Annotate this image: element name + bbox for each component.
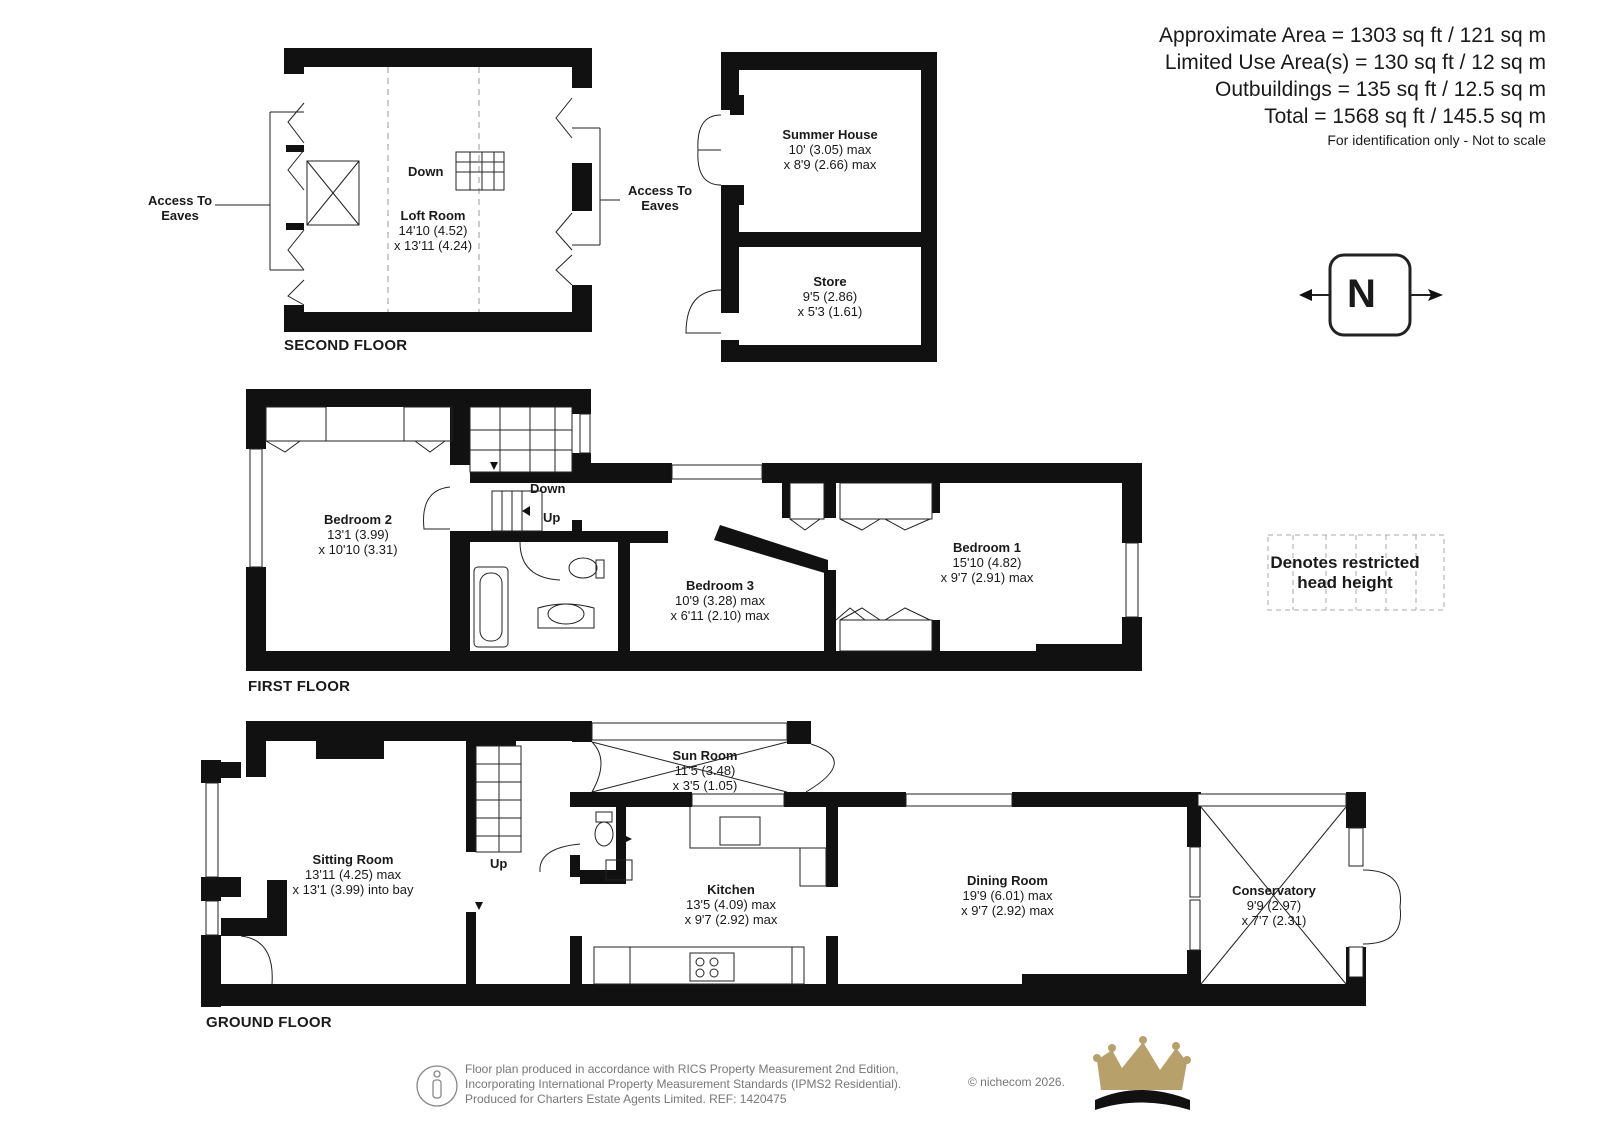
ground-floor-title: GROUND FLOOR: [206, 1014, 332, 1031]
room-bedroom-1: Bedroom 1 15'10 (4.82) x 9'7 (2.91) max: [940, 540, 1034, 585]
footer-disclaimer: [465, 1062, 901, 1107]
limited-use-area: Limited Use Area(s) = 130 sq ft / 12 sq m: [1164, 51, 1546, 74]
footer-line-3: Produced for Charters Estate Agents Limited. REF: 1420475: [465, 1092, 787, 1106]
legend-line-1: Denotes restricted: [1270, 553, 1420, 572]
restricted-height-legend: [1270, 553, 1420, 593]
loft-stairs-down-label: Down: [408, 164, 444, 179]
room-sun-room: Sun Room 11'5 (3.48) x 3'5 (1.05): [672, 748, 738, 793]
outbuildings-area: Outbuildings = 135 sq ft / 12.5 sq m: [1215, 78, 1546, 101]
room-conservatory: Conservatory 9'9 (2.97) x 7'7 (2.31): [1232, 883, 1316, 928]
room-summer-house: Summer House 10' (3.05) max x 8'9 (2.66) max: [782, 127, 878, 172]
second-floor-title: SECOND FLOOR: [284, 337, 408, 354]
access-eaves-right: Access To Eaves: [627, 183, 693, 213]
person-icon: [417, 1066, 457, 1106]
first-stairs-up-label: Up: [543, 510, 561, 525]
ground-stairs-up-label: Up: [490, 856, 508, 871]
compass-arrow-left-icon: [1299, 289, 1312, 301]
area-summary: [1159, 22, 1546, 150]
crown-logo-icon: [1093, 1036, 1191, 1110]
footer-line-2: Incorporating International Property Measurement Standards (IPMS2 Residential).: [465, 1077, 902, 1091]
room-kitchen: Kitchen 13'5 (4.09) max x 9'7 (2.92) max: [684, 882, 778, 927]
first-stairs-down-label: Down: [530, 481, 566, 496]
room-loft: Loft Room 14'10 (4.52) x 13'11 (4.24): [393, 208, 473, 253]
approximate-area: Approximate Area = 1303 sq ft / 121 sq m: [1159, 24, 1546, 47]
room-sitting: Sitting Room 13'11 (4.25) max x 13'1 (3.99) into bay: [292, 852, 414, 897]
access-eaves-left: Access To Eaves: [147, 193, 213, 223]
scale-note: For identification only - Not to scale: [1327, 132, 1546, 148]
room-bedroom-2: Bedroom 2 13'1 (3.99) x 10'10 (3.31): [318, 512, 398, 557]
room-dining: Dining Room 19'9 (6.01) max x 9'7 (2.92) max: [961, 873, 1054, 918]
copyright-notice: © nichecom 2026.: [968, 1075, 1065, 1089]
footer-line-1: Floor plan produced in accordance with RICS Property Measurement 2nd Edition,: [465, 1062, 899, 1076]
legend-line-2: head height: [1297, 573, 1393, 592]
room-store: Store 9'5 (2.86) x 5'3 (1.61): [797, 274, 863, 319]
first-floor-title: FIRST FLOOR: [248, 678, 351, 695]
compass-north-label: N: [1347, 272, 1376, 316]
room-bedroom-3: Bedroom 3 10'9 (3.28) max x 6'11 (2.10) max: [670, 578, 770, 623]
total-area: Total = 1568 sq ft / 145.5 sq m: [1264, 105, 1546, 128]
